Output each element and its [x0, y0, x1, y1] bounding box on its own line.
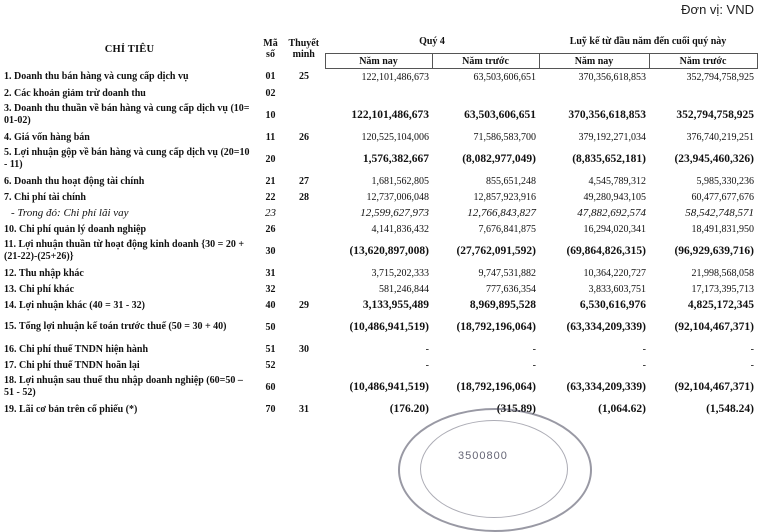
- table-row: [1, 373, 757, 401]
- row-label: 6. Doanh thu hoạt động tài chính: [4, 175, 145, 187]
- q4-last-year-value: 71,586,583,700: [473, 131, 536, 143]
- q4-this-year-value: (10,486,941,519): [349, 321, 429, 333]
- q4-last-year-value: (315.89): [496, 403, 536, 415]
- q4-this-year-value: 122,101,486,673: [361, 71, 429, 83]
- row-label: 18. Lợi nhuận sau thuế thu nhập doanh nghiệp (60=50 – 51 - 52): [4, 375, 243, 398]
- q4-this-year-value: 4,141,836,432: [371, 223, 429, 235]
- q4-last-year-value: (18,792,196,064): [456, 381, 536, 393]
- table-row: [1, 221, 757, 237]
- ytd-last-year-value: 352,794,758,925: [686, 71, 755, 83]
- q4-this-year-value: (10,486,941,519): [349, 381, 429, 393]
- table-row: [1, 145, 757, 173]
- ytd-last-year-value: 58,542,748,571: [685, 207, 755, 219]
- ytd-this-year-value: 3,833,603,751: [588, 283, 646, 295]
- ytd-last-year-value: 60,477,677,676: [691, 191, 755, 203]
- table-row: [1, 265, 757, 281]
- ytd-this-year-value: (8,835,652,181): [572, 153, 646, 165]
- row-note: [283, 101, 325, 129]
- ytd-last-year-value: (96,929,639,716): [674, 245, 755, 257]
- ytd-last-year-value: 4,825,172,345: [687, 299, 755, 311]
- ytd-this-year-value: (63,334,209,339): [566, 321, 646, 333]
- q4-last-year-value: 9,747,531,882: [478, 267, 536, 279]
- row-code: 23: [265, 207, 276, 219]
- row-note: [283, 265, 325, 281]
- ytd-this-year-value: 4,545,789,312: [588, 175, 646, 187]
- ytd-last-year-value: 5,985,330,236: [696, 175, 755, 187]
- row-code: 22: [265, 191, 276, 203]
- q4-this-year-value: 3,133,955,489: [362, 299, 429, 311]
- row-note: [283, 237, 325, 265]
- row-code: 11: [265, 131, 276, 143]
- table-row: [1, 189, 757, 205]
- table-row: [1, 401, 757, 417]
- row-note: [283, 145, 325, 173]
- q4-last-year-value: (27,762,091,592): [456, 245, 536, 257]
- row-note: 26: [299, 131, 309, 143]
- row-code: 51: [265, 343, 276, 355]
- q4-last-year-value: 63,503,606,651: [464, 109, 536, 121]
- row-code: 31: [265, 267, 276, 279]
- header-q4: Quý 4: [325, 30, 539, 54]
- q4-last-year-value: 7,676,841,875: [478, 223, 536, 235]
- table-row: [1, 357, 757, 373]
- header-item: CHỈ TIÊU: [104, 43, 155, 55]
- ytd-this-year-value: 47,882,692,574: [577, 207, 646, 219]
- row-note: 30: [299, 343, 309, 355]
- q4-this-year-value: -: [425, 343, 429, 355]
- ytd-this-year-value: 10,364,220,727: [583, 267, 646, 279]
- table-row: [1, 297, 757, 313]
- company-seal-inner-ring: [420, 420, 568, 518]
- company-seal-number: 3500800: [458, 450, 508, 462]
- ytd-this-year-value: 16,294,020,341: [583, 223, 646, 235]
- ytd-last-year-value: (92,104,467,371): [674, 381, 755, 393]
- ytd-last-year-value: [649, 85, 757, 101]
- row-code: 20: [265, 153, 276, 165]
- ytd-this-year-value: (63,334,209,339): [566, 381, 646, 393]
- row-label: 19. Lãi cơ bản trên cổ phiếu (*): [4, 403, 138, 415]
- row-label: 5. Lợi nhuận gộp về bán hàng và cung cấp dịch vụ (20=10 - 11): [4, 147, 250, 170]
- q4-this-year-value: -: [425, 359, 429, 371]
- row-label: 15. Tổng lợi nhuận kế toán trước thuế (50 = 30 + 40): [4, 321, 227, 332]
- ytd-this-year-value: -: [642, 359, 646, 371]
- table-row: [1, 281, 757, 297]
- q4-last-year-value: 12,857,923,916: [473, 191, 536, 203]
- row-label: 2. Các khoản giảm trừ doanh thu: [4, 87, 146, 99]
- q4-last-year-value: -: [532, 343, 536, 355]
- header-ytd: Luỹ kế từ đầu năm đến cuối quý này: [539, 30, 757, 54]
- q4-this-year-value: 581,246,844: [379, 283, 429, 295]
- q4-last-year-value: (8,082,977,049): [462, 153, 536, 165]
- row-label: 1. Doanh thu bán hàng và cung cấp dịch vụ: [4, 71, 189, 83]
- row-label: - Trong đó: Chi phí lãi vay: [11, 207, 129, 219]
- row-label: 17. Chi phí thuế TNDN hoãn lại: [4, 359, 140, 371]
- table-row: [1, 129, 757, 145]
- ytd-last-year-value: 17,173,395,713: [691, 283, 755, 295]
- row-code: 52: [265, 359, 276, 371]
- q4-this-year-value: 1,681,562,805: [371, 175, 429, 187]
- table-row: [1, 173, 757, 189]
- row-label: 10. Chi phí quản lý doanh nghiệp: [4, 223, 147, 235]
- row-note: [283, 281, 325, 297]
- q4-this-year-value: [325, 85, 432, 101]
- q4-this-year-value: 12,599,627,973: [360, 207, 429, 219]
- row-note: [283, 373, 325, 401]
- header-q4-this-year: Năm nay: [325, 54, 432, 69]
- table-row: [1, 101, 757, 129]
- row-code: 60: [265, 381, 276, 393]
- row-label: 14. Lợi nhuận khác (40 = 31 - 32): [4, 299, 145, 311]
- ytd-last-year-value: (23,945,460,326): [674, 153, 755, 165]
- ytd-last-year-value: 376,740,219,251: [686, 131, 755, 143]
- row-note: [283, 85, 325, 101]
- row-code: 26: [265, 223, 276, 235]
- ytd-last-year-value: 21,998,568,058: [691, 267, 755, 279]
- q4-last-year-value: -: [532, 359, 536, 371]
- row-note: 27: [299, 175, 309, 187]
- row-label: 11. Lợi nhuận thuần từ hoạt động kinh doanh {30 = 20 + (21-22)-(25+26)}: [4, 239, 245, 262]
- table-row: [1, 205, 757, 221]
- company-seal: [398, 408, 592, 532]
- row-code: 21: [265, 175, 276, 187]
- table-row: [1, 85, 757, 101]
- q4-last-year-value: 63,503,606,651: [473, 71, 536, 83]
- ytd-this-year-value: -: [642, 343, 646, 355]
- row-label: 4. Giá vốn hàng bán: [4, 131, 90, 143]
- row-note: [283, 357, 325, 373]
- table-row: [1, 341, 757, 357]
- row-note: [283, 313, 325, 341]
- header-code: Mã số: [263, 38, 278, 61]
- row-code: 30: [265, 245, 276, 257]
- q4-last-year-value: 12,766,843,827: [467, 207, 536, 219]
- row-note: [283, 221, 325, 237]
- ytd-this-year-value: 370,356,618,853: [568, 109, 646, 121]
- row-code: 40: [265, 299, 276, 311]
- row-code: 70: [265, 403, 276, 415]
- income-statement-table: [1, 30, 758, 417]
- header-ytd-last-year: Năm trước: [649, 54, 757, 69]
- row-label: 16. Chi phí thuế TNDN hiện hành: [4, 343, 149, 355]
- header-note: Thuyết minh: [288, 38, 320, 61]
- row-label: 13. Chi phí khác: [4, 283, 75, 295]
- row-note: 29: [299, 299, 309, 311]
- header-ytd-this-year: Năm nay: [539, 54, 649, 69]
- row-code: 50: [265, 321, 276, 333]
- q4-last-year-value: 855,651,248: [486, 175, 536, 187]
- ytd-last-year-value: -: [750, 343, 755, 355]
- row-code: 32: [265, 283, 276, 295]
- row-label: 12. Thu nhập khác: [4, 267, 84, 279]
- ytd-this-year-value: [539, 85, 649, 101]
- ytd-this-year-value: 6,530,616,976: [579, 299, 646, 311]
- q4-this-year-value: (176.20): [389, 403, 429, 415]
- table-row: [1, 69, 757, 86]
- unit-label: Đơn vị: VND: [681, 2, 754, 17]
- header-q4-last-year: Năm trước: [432, 54, 539, 69]
- ytd-this-year-value: 370,356,618,853: [578, 71, 646, 83]
- ytd-last-year-value: 18,491,831,950: [691, 223, 755, 235]
- q4-this-year-value: 12,737,006,048: [366, 191, 429, 203]
- row-label: 7. Chi phí tài chính: [4, 191, 86, 203]
- q4-last-year-value: (18,792,196,064): [456, 321, 536, 333]
- row-code: 01: [265, 71, 276, 83]
- ytd-last-year-value: (92,104,467,371): [674, 321, 755, 333]
- q4-this-year-value: 120,525,104,006: [361, 131, 429, 143]
- ytd-this-year-value: 379,192,271,034: [578, 131, 646, 143]
- q4-last-year-value: 8,969,895,528: [469, 299, 536, 311]
- row-note: [283, 205, 325, 221]
- table-row: [1, 313, 757, 341]
- ytd-last-year-value: (1,548.24): [706, 403, 755, 415]
- row-label: 3. Doanh thu thuần về bán hàng và cung cấp dịch vụ (10= 01-02): [4, 103, 250, 126]
- row-note: 31: [299, 403, 309, 415]
- row-code: 02: [265, 87, 276, 99]
- table-row: [1, 237, 757, 265]
- row-code: 10: [265, 109, 276, 121]
- ytd-this-year-value: 49,280,943,105: [583, 191, 646, 203]
- ytd-last-year-value: 352,794,758,925: [676, 109, 755, 121]
- q4-this-year-value: (13,620,897,008): [349, 245, 429, 257]
- q4-this-year-value: 1,576,382,667: [362, 153, 429, 165]
- q4-this-year-value: 122,101,486,673: [351, 109, 429, 121]
- row-note: 28: [299, 191, 309, 203]
- ytd-this-year-value: (69,864,826,315): [566, 245, 646, 257]
- q4-this-year-value: 3,715,202,333: [371, 267, 429, 279]
- q4-last-year-value: 777,636,354: [486, 283, 536, 295]
- q4-last-year-value: [432, 85, 539, 101]
- ytd-this-year-value: (1,064.62): [598, 403, 646, 415]
- ytd-last-year-value: -: [750, 359, 755, 371]
- row-note: 25: [299, 71, 309, 83]
